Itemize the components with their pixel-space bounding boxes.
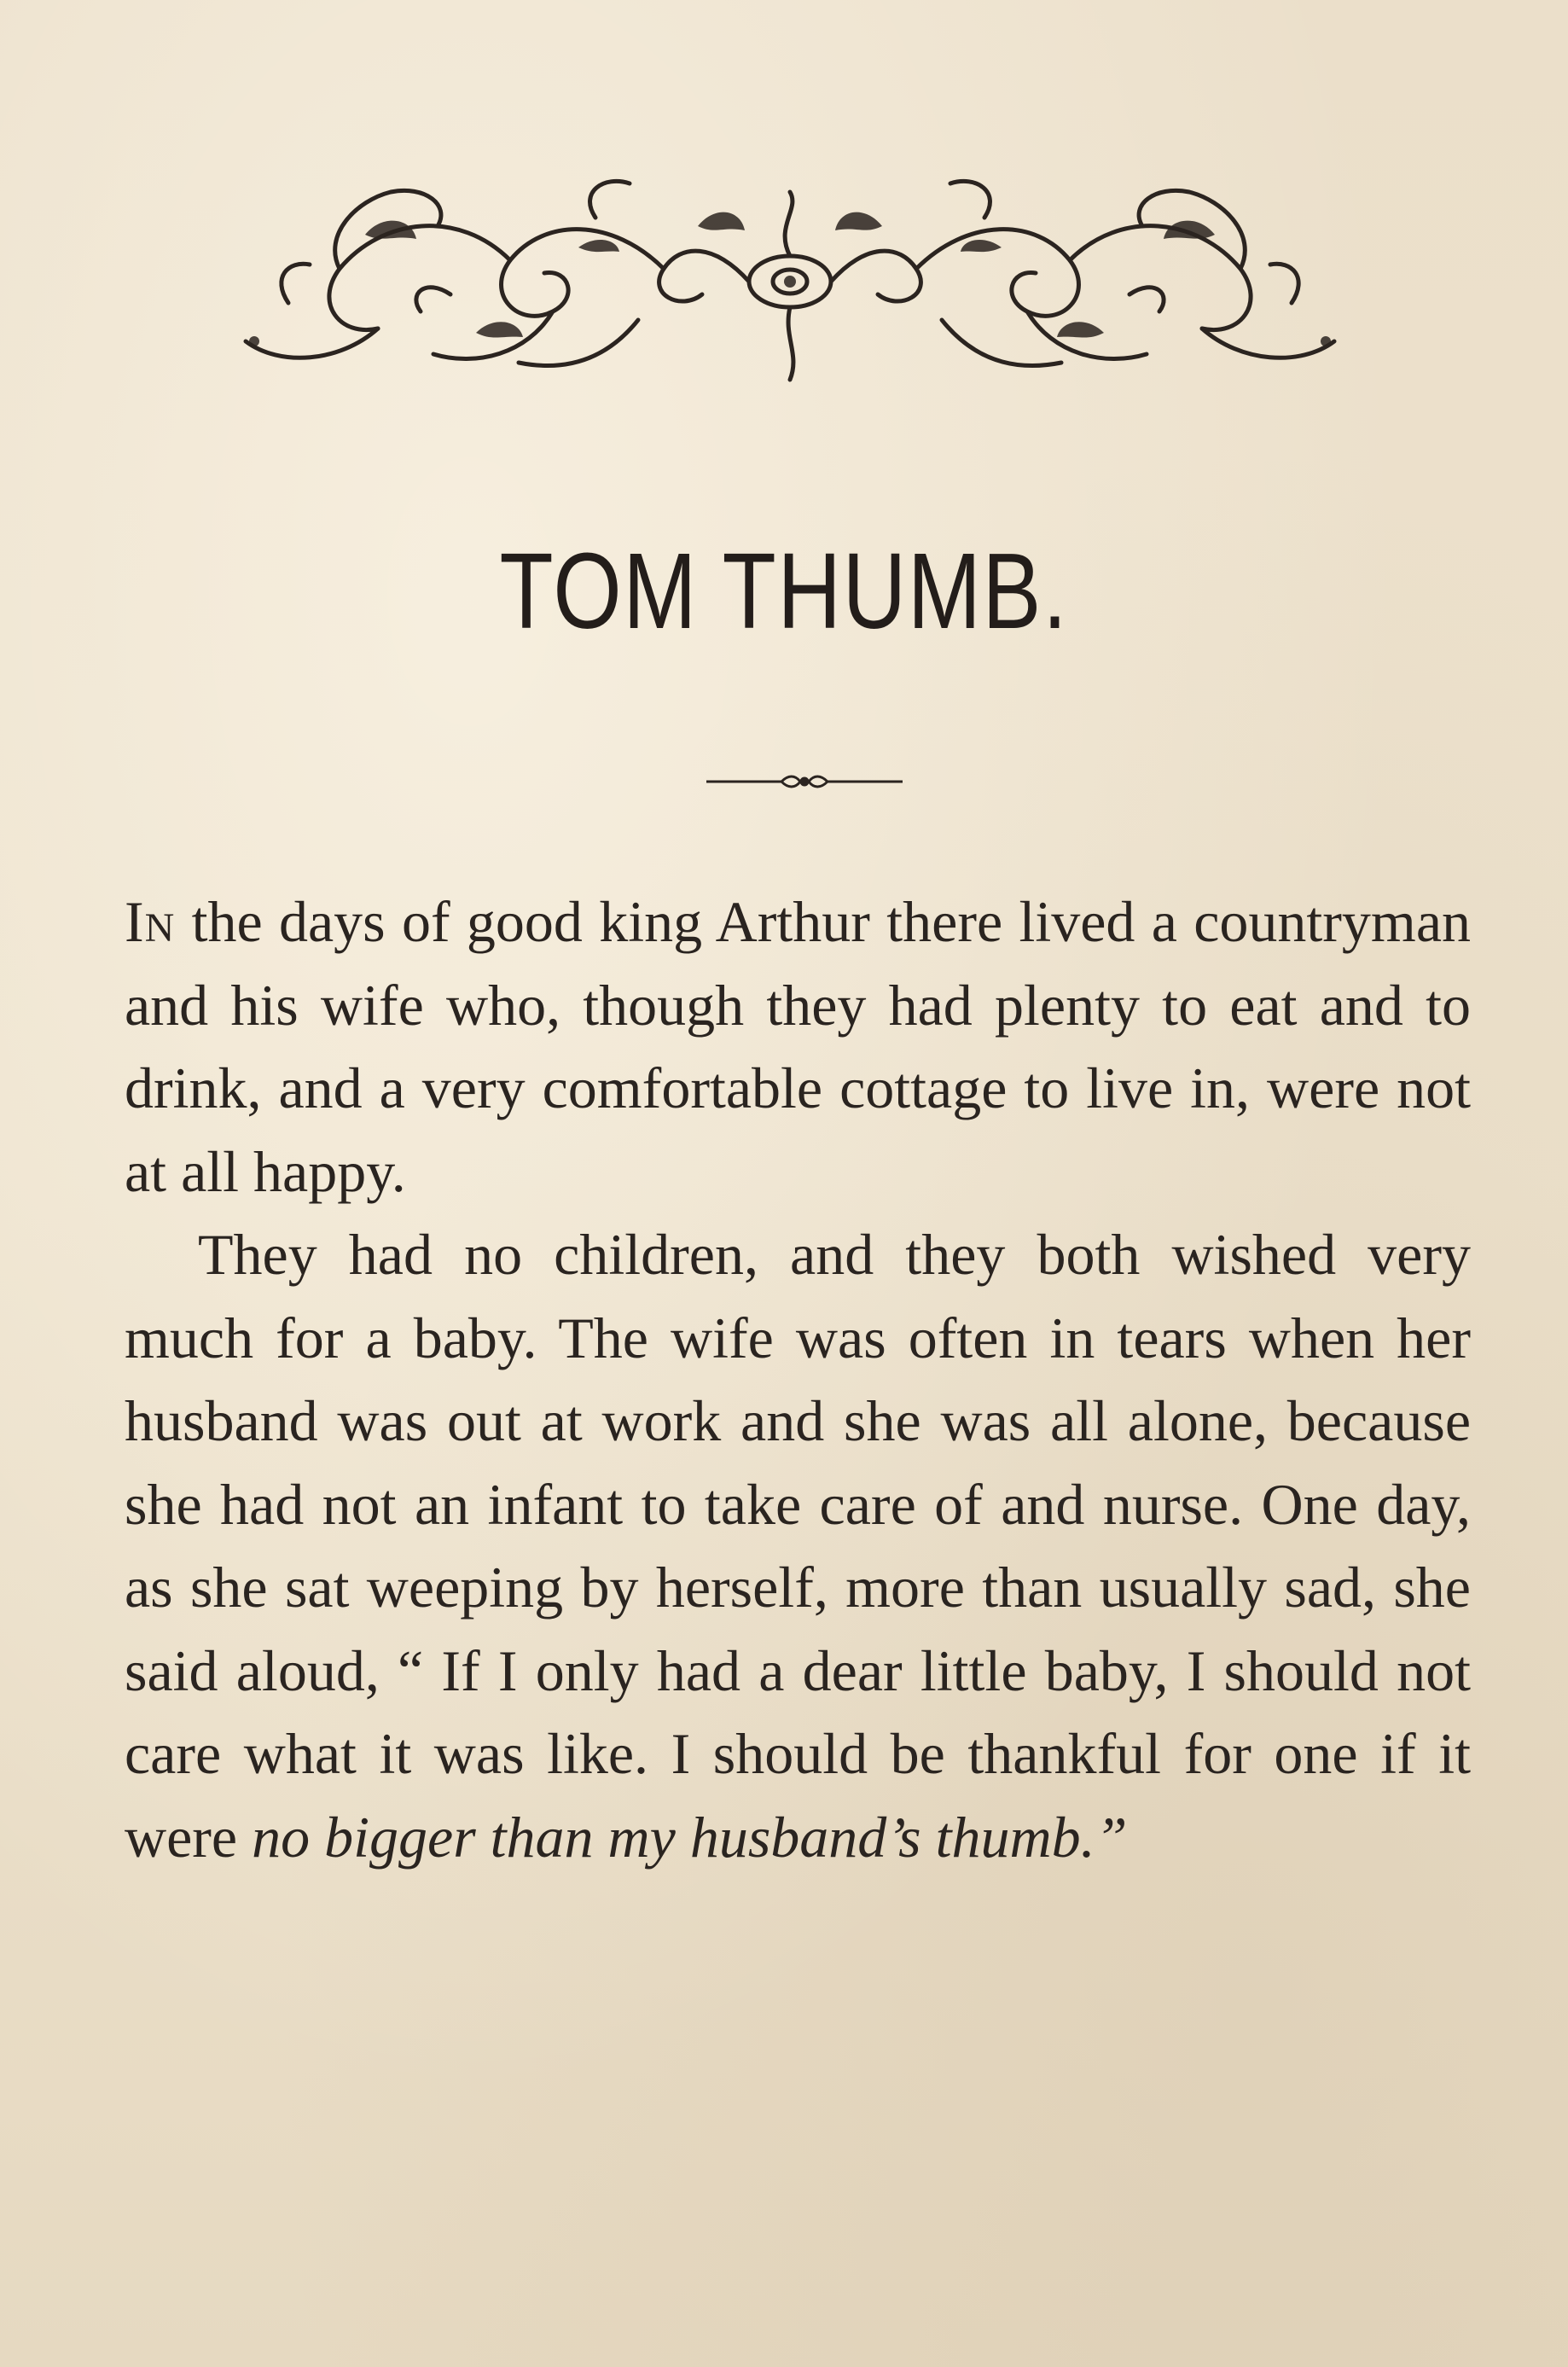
floral-headpiece-ornament: [237, 166, 1342, 388]
story-text: [125, 881, 1471, 1879]
paragraph-2-italic-text: no bigger than my husband’s thumb.”: [252, 1804, 1128, 1870]
ornamental-divider: [706, 765, 903, 799]
paragraph-2-text: They had no children, and they both wished very much for a baby. The wife was often in tears when her husband was out at work and she was all alone, because she had not an infant to take care of and nurse. One day, as she sat weeping by herself, more than usually sad, she said aloud, “ If I only had a dear little baby, I should not care what it was like. I should be thankful for one if it were: [125, 1222, 1471, 1870]
paragraph-lead-word: In: [125, 889, 176, 954]
paragraph-1: [125, 881, 1471, 1213]
paragraph-1-text: the days of good king Arthur there lived a countryman and his wife who, though they had plenty to eat and to drink, and a very comfortable cottage to live in, were not at all happy.: [125, 889, 1471, 1204]
paragraph-2: [125, 1213, 1471, 1879]
chapter-title: TOM THUMB.: [499, 531, 1069, 651]
